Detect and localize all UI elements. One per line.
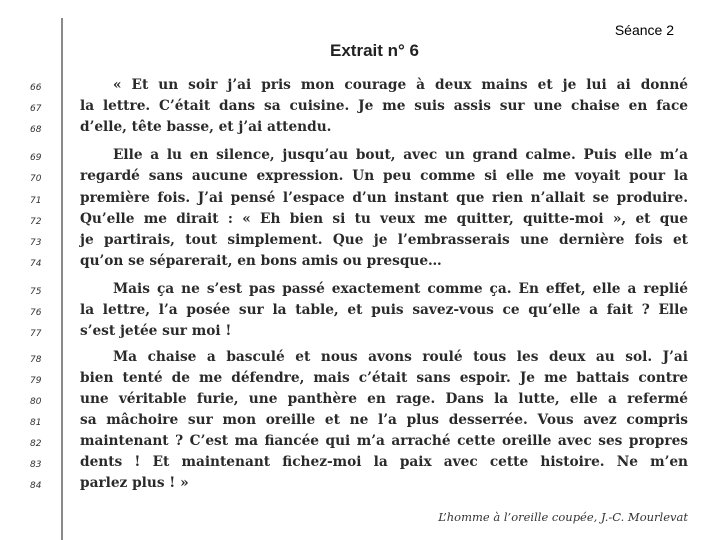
- line-number: 75: [30, 287, 42, 297]
- session-label: Séance 2: [614, 22, 674, 38]
- paragraph-1-line: « Et un soir j’ai pris mon courage à deux mains et je lui ai donné: [113, 77, 688, 93]
- paragraph-4-line: dents ! Et maintenant fichez-moi la paix avec cette histoire. Ne m’en: [80, 454, 688, 470]
- line-number: 68: [30, 125, 42, 135]
- line-number: 84: [30, 481, 42, 491]
- line-number: 73: [30, 238, 42, 248]
- line-number: 69: [30, 153, 42, 163]
- paragraph-2-line: qu’on se séparerait, en bons amis ou presque…: [80, 253, 442, 269]
- paragraph-4-line: maintenant ? C’est ma fiancée qui m’a arraché cette oreille avec ses propres: [80, 433, 688, 449]
- paragraph-2-line: Qu’elle me dirait : « Eh bien si tu veux me quitter, quitte-moi », et que: [80, 211, 688, 227]
- paragraph-4-line: parlez plus ! »: [80, 475, 189, 491]
- paragraph-2-line: Elle a lu en silence, jusqu’au bout, avec un grand calme. Puis elle m’a: [113, 147, 688, 163]
- line-number: 80: [30, 397, 42, 407]
- line-number: 78: [30, 355, 42, 365]
- line-number: 81: [30, 418, 42, 428]
- margin-rule: [61, 18, 63, 540]
- line-number: 79: [30, 376, 42, 386]
- paragraph-1-line: la lettre. C’était dans sa cuisine. Je me suis assis sur une chaise en face: [80, 98, 688, 114]
- paragraph-2-line: première fois. J’ai pensé l’espace d’un instant que rien n’allait se produire.: [80, 190, 688, 206]
- extract-title: Extrait n° 6: [330, 41, 419, 60]
- line-number: 72: [30, 217, 42, 227]
- source-attribution: L’homme à l’oreille coupée, J.-C. Mourlevat: [438, 510, 688, 524]
- paragraph-2-line: je partirais, tout simplement. Que je l’embrasserais une dernière fois et: [80, 232, 688, 248]
- line-number: 82: [30, 439, 42, 449]
- paragraph-4-line: une véritable furie, une panthère en rage. Dans la lutte, elle a refermé: [80, 391, 688, 407]
- paragraph-3-line: Mais ça ne s’est pas passé exactement comme ça. En effet, elle a replié: [113, 281, 688, 297]
- paragraph-3-line: s’est jetée sur moi !: [80, 323, 232, 339]
- paragraph-2-line: regardé sans aucune expression. Un peu comme si elle me voyait pour la: [80, 168, 688, 184]
- paragraph-4-line: bien tenté de me défendre, mais c’était sans espoir. Je me battais contre: [80, 370, 688, 386]
- line-number: 77: [30, 329, 42, 339]
- paragraph-4-line: sa mâchoire sur mon oreille et ne l’a plus desserrée. Vous avez compris: [80, 412, 688, 428]
- line-number: 71: [30, 196, 42, 206]
- paragraph-1-line: d’elle, tête basse, et j’ai attendu.: [80, 119, 332, 135]
- line-number: 74: [30, 259, 42, 269]
- line-number: 67: [30, 104, 42, 114]
- paragraph-4-line: Ma chaise a basculé et nous avons roulé tous les deux au sol. J’ai: [113, 349, 688, 365]
- line-number: 83: [30, 460, 42, 470]
- line-number: 76: [30, 308, 42, 318]
- line-number: 66: [30, 83, 42, 93]
- line-number: 70: [30, 174, 42, 184]
- paragraph-3-line: la lettre, l’a posée sur la table, et puis savez-vous ce qu’elle a fait ? Elle: [80, 302, 688, 318]
